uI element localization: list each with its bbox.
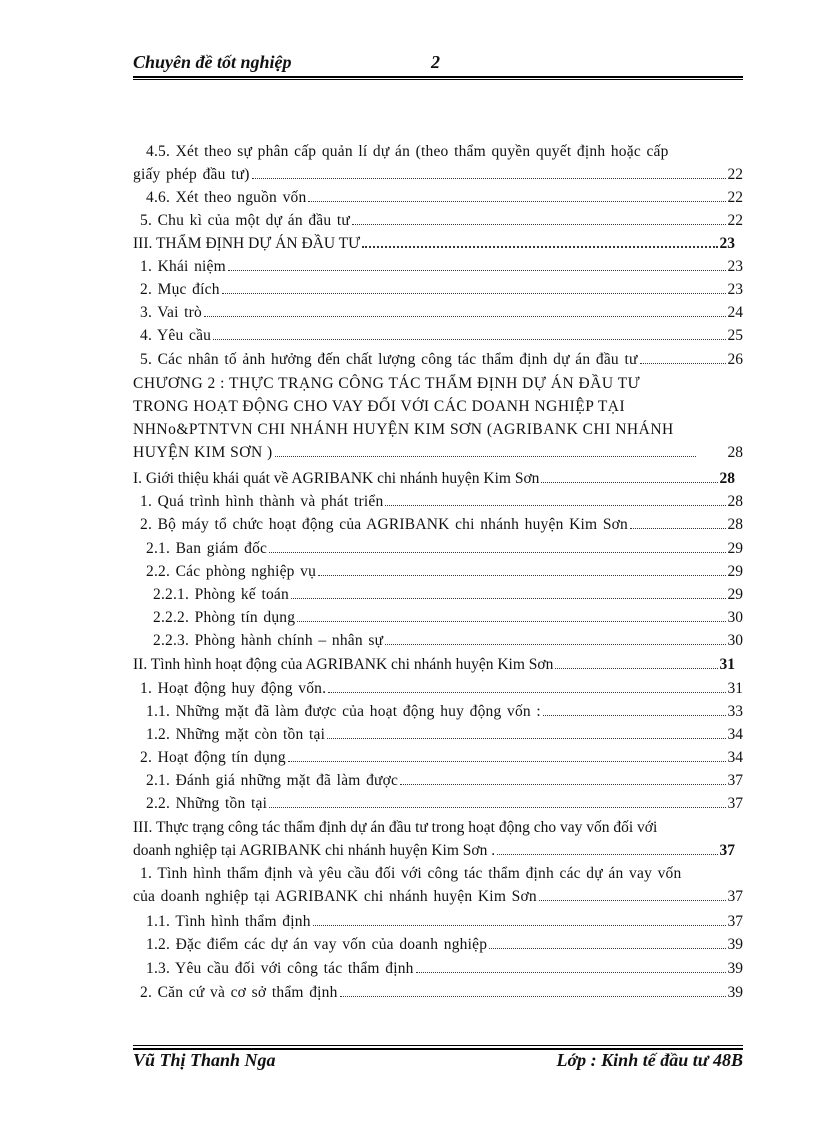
toc-entry-text: 1. Khái niệm bbox=[140, 258, 226, 275]
toc-entry-page: 31 bbox=[719, 656, 735, 673]
toc-chapter-line: CHƯƠNG 2 : THỰC TRẠNG CÔNG TÁC THẨM ĐỊNH DỰ ÁN ĐẦU TƯ bbox=[133, 375, 641, 392]
toc-entry-page: 26 bbox=[727, 351, 743, 368]
toc-entry-page: 39 bbox=[727, 960, 743, 977]
toc-leader-dots bbox=[269, 806, 725, 808]
toc-entry[interactable] bbox=[133, 816, 743, 862]
toc-leader-dots bbox=[269, 551, 725, 553]
toc-entry[interactable] bbox=[140, 677, 743, 700]
toc-entry-text: 2.2.3. Phòng hành chính – nhân sự bbox=[153, 632, 384, 649]
toc-entry[interactable] bbox=[140, 490, 743, 513]
toc-entry-text: 2.1. Ban giám đốc bbox=[146, 540, 268, 557]
toc-entry-text: 4.6. Xét theo nguồn vốn bbox=[146, 189, 307, 206]
toc-entry-text: 2.2. Các phòng nghiệp vụ bbox=[146, 563, 317, 580]
toc-entry-text: 2.1. Đánh giá những mặt đã làm được bbox=[146, 772, 399, 789]
toc-entry-text: của doanh nghiệp tại AGRIBANK chi nhánh huyện Kim Sơn bbox=[133, 888, 537, 905]
toc-leader-dots bbox=[385, 504, 725, 506]
toc-entry-page: 30 bbox=[727, 609, 743, 626]
footer-rule-thin bbox=[133, 1045, 743, 1046]
toc-entry-text: II. Tình hình hoạt động của AGRIBANK chi nhánh huyện Kim Sơn bbox=[133, 656, 554, 673]
toc-entry[interactable] bbox=[140, 278, 743, 301]
toc-entry-text: 2.2.2. Phòng tín dụng bbox=[153, 609, 296, 626]
toc-entry[interactable] bbox=[153, 629, 743, 652]
toc-entry-text: 2. Căn cứ và cơ sở thẩm định bbox=[140, 984, 338, 1001]
toc-leader-dots bbox=[327, 737, 725, 739]
toc-entry-page: 23 bbox=[719, 235, 735, 252]
page-header bbox=[133, 50, 743, 78]
toc-entry-page: 23 bbox=[727, 258, 743, 275]
toc-entry-text: 1.1. Những mặt đã làm được của hoạt động huy động vốn : bbox=[146, 703, 541, 720]
toc-entry-text: 5. Chu kì của một dự án đầu tư bbox=[140, 212, 351, 229]
toc-leader-dots bbox=[213, 338, 725, 340]
toc-entry[interactable] bbox=[140, 301, 743, 324]
toc-entry[interactable] bbox=[146, 957, 743, 980]
toc-entry[interactable] bbox=[140, 348, 743, 371]
toc-entry-page: 39 bbox=[727, 936, 743, 953]
toc-entry-page: 33 bbox=[727, 703, 743, 720]
toc-entry-page: 34 bbox=[727, 726, 743, 743]
toc-entry[interactable] bbox=[133, 862, 743, 908]
toc-entry[interactable] bbox=[140, 746, 743, 769]
toc-entry-text-line1: 4.5. Xét theo sự phân cấp quản lí dự án (theo thẩm quyền quyết định hoặc cấp bbox=[146, 143, 669, 160]
toc-entry-page: 29 bbox=[727, 586, 743, 603]
toc-entry-text: 1. Hoạt động huy động vốn. bbox=[140, 680, 327, 697]
toc-entry-page: 22 bbox=[727, 189, 743, 206]
toc-entry-text: 2. Hoạt động tín dụng bbox=[140, 749, 286, 766]
toc-entry-page: 37 bbox=[727, 795, 743, 812]
toc-entry-page: 22 bbox=[727, 166, 743, 183]
toc-leader-dots bbox=[275, 455, 696, 457]
toc-entry-text: doanh nghiệp tại AGRIBANK chi nhánh huyện Kim Sơn . bbox=[133, 842, 496, 859]
toc-entry[interactable] bbox=[146, 933, 743, 956]
header-title: Chuyên đề tốt nghiệp bbox=[133, 52, 292, 72]
toc-leader-dots bbox=[489, 947, 725, 949]
toc-leader-dots bbox=[543, 714, 726, 716]
toc-entry-page: 28 bbox=[727, 516, 743, 533]
toc-entry[interactable] bbox=[133, 467, 735, 490]
toc-entry[interactable] bbox=[146, 537, 743, 560]
toc-entry-page: 24 bbox=[727, 304, 743, 321]
toc-entry-page: 28 bbox=[727, 444, 743, 461]
toc-entry[interactable] bbox=[153, 606, 743, 629]
header-rule bbox=[133, 76, 743, 78]
toc-entry[interactable] bbox=[146, 560, 743, 583]
toc-entry-page: 25 bbox=[727, 327, 743, 344]
toc-entry[interactable] bbox=[133, 653, 735, 676]
toc-leader-dots bbox=[640, 362, 726, 364]
toc-leader-dots bbox=[539, 899, 726, 901]
toc-entry-page: 23 bbox=[727, 281, 743, 298]
toc-leader-dots bbox=[497, 853, 717, 855]
toc-entry-text: I. Giới thiệu khái quát về AGRIBANK chi nhánh huyện Kim Sơn bbox=[133, 470, 540, 487]
toc-chapter-line: NHNo&PTNTVN CHI NHÁNH HUYỆN KIM SƠN (AGRIBANK CHI NHÁNH bbox=[133, 421, 674, 438]
toc-leader-dots bbox=[318, 574, 725, 576]
toc-leader-dots bbox=[362, 245, 717, 248]
toc-entry-text: HUYỆN KIM SƠN ) bbox=[133, 444, 273, 461]
toc-entry[interactable] bbox=[140, 513, 743, 536]
toc-entry[interactable] bbox=[146, 910, 743, 933]
toc-entry-text-line1: III. Thực trạng công tác thẩm định dự án đầu tư trong hoạt động cho vay vốn đối với bbox=[133, 819, 658, 836]
toc-entry[interactable] bbox=[133, 232, 735, 255]
toc-leader-dots bbox=[308, 200, 725, 202]
toc-entry-page: 37 bbox=[727, 913, 743, 930]
toc-leader-dots bbox=[288, 760, 726, 762]
header-rule-thin bbox=[133, 79, 743, 80]
toc-entry-text: III. THẨM ĐỊNH DỰ ÁN ĐẦU TƯ bbox=[133, 235, 361, 252]
toc-leader-dots bbox=[297, 620, 725, 622]
toc-leader-dots bbox=[541, 481, 717, 483]
toc-entry-page: 28 bbox=[719, 470, 735, 487]
toc-entry-page: 37 bbox=[727, 772, 743, 789]
toc-entry[interactable] bbox=[146, 792, 743, 815]
toc-entry-page: 22 bbox=[727, 212, 743, 229]
toc-entry-text: giấy phép đầu tư) bbox=[133, 166, 250, 183]
toc-leader-dots bbox=[291, 597, 726, 599]
toc-entry-text: 1.2. Đặc điểm các dự án vay vốn của doanh nghiệp bbox=[146, 936, 488, 953]
toc-entry-text: 1.1. Tình hình thẩm định bbox=[146, 913, 311, 930]
toc-entry-page: 30 bbox=[727, 632, 743, 649]
toc-leader-dots bbox=[204, 315, 726, 317]
footer-class: Lớp : Kinh tế đầu tư 48B bbox=[556, 1050, 743, 1070]
toc-entry-text: 2. Mục đích bbox=[140, 281, 220, 298]
toc-chapter-entry[interactable] bbox=[133, 372, 743, 464]
toc-entry[interactable] bbox=[146, 723, 743, 746]
toc-entry-page: 37 bbox=[719, 842, 735, 859]
toc-entry-text: 1.2. Những mặt còn tồn tại bbox=[146, 726, 326, 743]
footer-author: Vũ Thị Thanh Nga bbox=[133, 1050, 276, 1070]
page-footer bbox=[133, 1050, 743, 1076]
toc-leader-dots bbox=[313, 924, 726, 926]
toc-entry[interactable] bbox=[140, 255, 743, 278]
toc-entry[interactable] bbox=[153, 583, 743, 606]
toc-entry-page: 37 bbox=[727, 888, 743, 905]
header-page-number: 2 bbox=[431, 52, 440, 72]
toc-entry-text: 5. Các nhân tố ảnh hưởng đến chất lượng công tác thẩm định dự án đầu tư bbox=[140, 351, 638, 368]
toc-leader-dots bbox=[555, 667, 717, 669]
toc-entry-page: 39 bbox=[727, 984, 743, 1001]
toc-leader-dots bbox=[630, 527, 725, 529]
toc-entry-text: 1.3. Yêu cầu đối với công tác thẩm định bbox=[146, 960, 414, 977]
toc-entry[interactable] bbox=[140, 209, 743, 232]
toc-entry-text: 2.2. Những tồn tại bbox=[146, 795, 268, 812]
toc-entry-text-line1: 1. Tình hình thẩm định và yêu cầu đối với công tác thẩm định các dự án vay vốn bbox=[140, 865, 682, 882]
toc-entry-text: 4. Yêu cầu bbox=[140, 327, 212, 344]
toc-entry[interactable] bbox=[140, 324, 743, 347]
toc-entry-page: 34 bbox=[727, 749, 743, 766]
toc-leader-dots bbox=[222, 292, 726, 294]
toc-entry-text: 2. Bộ máy tổ chức hoạt động của AGRIBANK chi nhánh huyện Kim Sơn bbox=[140, 516, 629, 533]
toc-entry-text: 1. Quá trình hình thành và phát triển bbox=[140, 493, 384, 510]
toc-entry[interactable] bbox=[133, 140, 743, 186]
toc-entry-text: 3. Vai trò bbox=[140, 304, 202, 321]
toc-leader-dots bbox=[385, 643, 725, 645]
toc-leader-dots bbox=[340, 995, 726, 997]
toc-leader-dots bbox=[252, 177, 726, 179]
toc-entry-page: 29 bbox=[727, 540, 743, 557]
toc-entry-text: 2.2.1. Phòng kế toán bbox=[153, 586, 289, 603]
toc-entry-page: 31 bbox=[727, 680, 743, 697]
toc-entry[interactable] bbox=[146, 186, 743, 209]
toc-entry-page: 28 bbox=[727, 493, 743, 510]
toc-entry[interactable] bbox=[146, 700, 743, 723]
toc-entry[interactable] bbox=[140, 981, 743, 1004]
toc-leader-dots bbox=[228, 269, 726, 271]
toc-chapter-line: TRONG HOẠT ĐỘNG CHO VAY ĐỐI VỚI CÁC DOANH NGHIỆP TẠI bbox=[133, 398, 626, 415]
toc-leader-dots bbox=[400, 783, 725, 785]
toc-leader-dots bbox=[352, 223, 725, 225]
toc-entry-page: 29 bbox=[727, 563, 743, 580]
toc-entry[interactable] bbox=[146, 769, 743, 792]
toc-leader-dots bbox=[416, 971, 726, 973]
toc-leader-dots bbox=[328, 691, 725, 693]
